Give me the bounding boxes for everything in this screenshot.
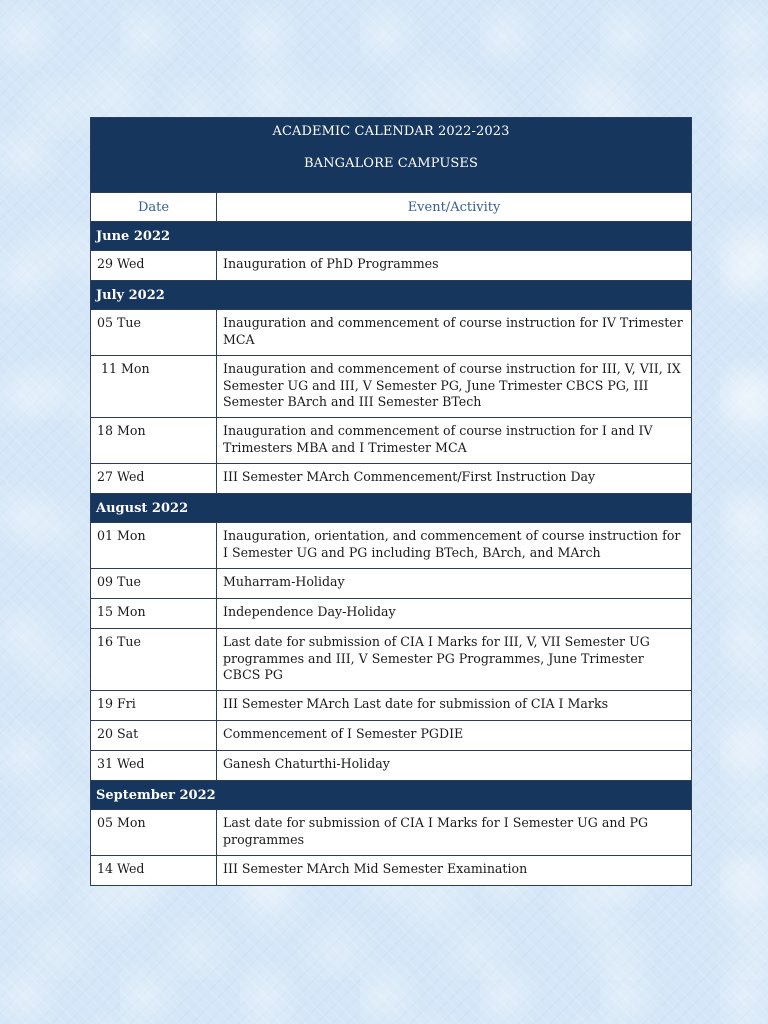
month-row-september-2022 xyxy=(91,781,692,810)
table-row xyxy=(91,751,692,781)
event-date: 14 Wed xyxy=(91,856,217,886)
table-row xyxy=(91,629,692,691)
event-description: Last date for submission of CIA I Marks for I Semester UG and PG programmes xyxy=(217,810,692,856)
event-description: Inauguration, orientation, and commencement of course instruction for I Semester UG and PG including BTech, BArch, and MArch xyxy=(217,523,692,569)
table-row xyxy=(91,464,692,494)
event-date: 27 Wed xyxy=(91,464,217,494)
month-row-july-2022 xyxy=(91,281,692,310)
table-row xyxy=(91,856,692,886)
event-date: 31 Wed xyxy=(91,751,217,781)
event-description: Inauguration and commencement of course instruction for I and IV Trimesters MBA and I Trimester MCA xyxy=(217,418,692,464)
table-row xyxy=(91,810,692,856)
event-date: 19 Fri xyxy=(91,691,217,721)
table-row xyxy=(91,418,692,464)
event-date: 15 Mon xyxy=(91,599,217,629)
calendar-subtitle: BANGALORE CAMPUSES xyxy=(303,156,478,171)
calendar-title-cell xyxy=(91,118,692,193)
calendar-title: ACADEMIC CALENDAR 2022-2023 xyxy=(272,124,510,139)
table-row xyxy=(91,721,692,751)
table-row xyxy=(91,569,692,599)
event-description: Independence Day-Holiday xyxy=(217,599,692,629)
event-description: Ganesh Chaturthi-Holiday xyxy=(217,751,692,781)
event-date: 01 Mon xyxy=(91,523,217,569)
event-date: 11 Mon xyxy=(91,356,217,418)
event-column-header: Event/Activity xyxy=(217,193,692,222)
event-date: 18 Mon xyxy=(91,418,217,464)
event-date: 20 Sat xyxy=(91,721,217,751)
month-label: July 2022 xyxy=(91,281,692,310)
month-label: September 2022 xyxy=(91,781,692,810)
table-row xyxy=(91,691,692,721)
month-row-june-2022 xyxy=(91,222,692,251)
event-description: Commencement of I Semester PGDIE xyxy=(217,721,692,751)
calendar-title-row xyxy=(91,118,692,193)
event-description: Inauguration and commencement of course instruction for IV Trimester MCA xyxy=(217,310,692,356)
table-row xyxy=(91,356,692,418)
event-date: 09 Tue xyxy=(91,569,217,599)
event-date: 05 Mon xyxy=(91,810,217,856)
academic-calendar-table xyxy=(90,117,692,886)
table-row xyxy=(91,251,692,281)
event-description: Inauguration of PhD Programmes xyxy=(217,251,692,281)
event-description: Inauguration and commencement of course instruction for III, V, VII, IX Semester UG and III, V Semester PG, June Trimester CBCS PG, III Semester BArch and III Semester BTech xyxy=(217,356,692,418)
month-row-august-2022 xyxy=(91,494,692,523)
event-description: Last date for submission of CIA I Marks for III, V, VII Semester UG programmes and III, V Semester PG Programmes, June Trimester CBCS PG xyxy=(217,629,692,691)
month-label: August 2022 xyxy=(91,494,692,523)
event-description: III Semester MArch Commencement/First Instruction Day xyxy=(217,464,692,494)
event-date: 16 Tue xyxy=(91,629,217,691)
table-row xyxy=(91,310,692,356)
month-label: June 2022 xyxy=(91,222,692,251)
event-description: Muharram-Holiday xyxy=(217,569,692,599)
table-row xyxy=(91,523,692,569)
date-column-header: Date xyxy=(91,193,217,222)
table-row xyxy=(91,599,692,629)
event-date: 29 Wed xyxy=(91,251,217,281)
event-date: 05 Tue xyxy=(91,310,217,356)
event-description: III Semester MArch Mid Semester Examination xyxy=(217,856,692,886)
column-header-row xyxy=(91,193,692,222)
event-description: III Semester MArch Last date for submission of CIA I Marks xyxy=(217,691,692,721)
